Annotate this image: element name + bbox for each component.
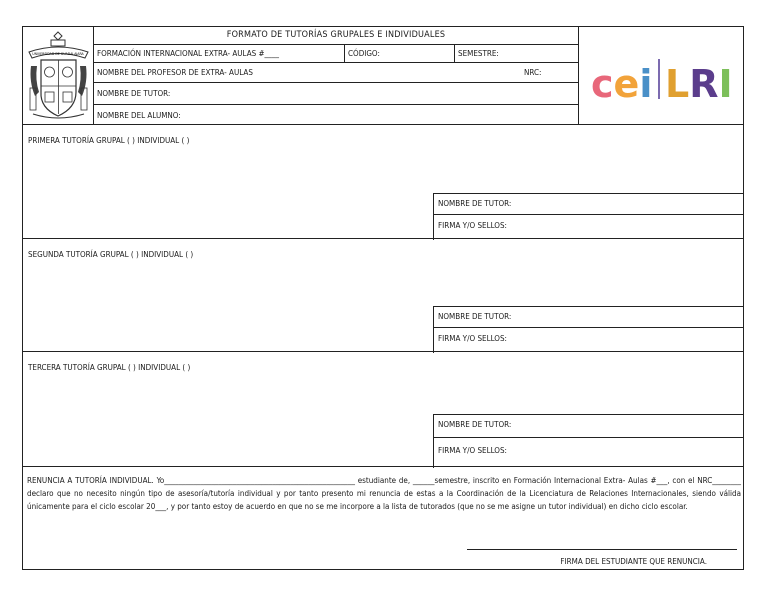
session-3: [23, 352, 743, 467]
divider: [433, 214, 743, 215]
session-1-sign-box: [433, 193, 743, 239]
divider: [433, 437, 743, 438]
cei-lri-logo-cell: [578, 27, 743, 125]
session-2-title: SEGUNDA TUTORÍA GRUPAL ( ) INDIVIDUAL ( ): [28, 250, 194, 259]
session-3-tutor-label: NOMBRE DE TUTOR:: [438, 420, 512, 429]
divider: [433, 194, 434, 240]
divider: [454, 45, 455, 63]
session-3-sign-label: FIRMA Y/O SELLOS:: [438, 446, 507, 455]
program-row: [94, 45, 578, 63]
student-label: NOMBRE DEL ALUMNO:: [97, 111, 181, 120]
session-1: [23, 125, 743, 239]
tutoring-form: [22, 26, 744, 570]
session-2-tutor-label: NOMBRE DE TUTOR:: [438, 312, 512, 321]
form-header: [23, 27, 743, 125]
university-seal-icon: [27, 30, 90, 122]
tutor-row: [94, 83, 578, 105]
university-seal-cell: [23, 27, 94, 125]
nrc-label: NRC:: [524, 68, 542, 77]
divider: [433, 327, 743, 328]
signature-line: [467, 549, 737, 550]
semester-label: SEMESTRE:: [458, 49, 499, 58]
signature-caption: FIRMA DEL ESTUDIANTE QUE RENUNCIA.: [560, 557, 707, 566]
teacher-label: NOMBRE DEL PROFESOR DE EXTRA- AULAS: [97, 68, 253, 77]
waiver-text: RENUNCIA A TUTORÍA INDIVIDUAL. Yo_____________________________________________________ estudiante de, ______semestre, inscrito en Formación Internacional Extra- Aulas #___, con el NRC________ declaro que no necesito ningún tipo de asesoría/tutoría individual y por tanto presento mi renuncia de estas a la Coordinación de la Licenciatura de Relaciones Internacionales, siendo válida únicamente para el ciclo escolar 20___, y por tanto estoy de acuerdo en que no se me incorpore a la lista de tutorados (que no se me asigne un tutor individual) en dicho ciclo escolar.: [27, 476, 741, 511]
divider: [433, 307, 434, 353]
form-title: FORMATO DE TUTORÍAS GRUPALES E INDIVIDUALES: [226, 30, 446, 40]
session-2-sign-label: FIRMA Y/O SELLOS:: [438, 334, 507, 343]
session-3-title: TERCERA TUTORÍA GRUPAL ( ) INDIVIDUAL ( ): [28, 363, 191, 372]
program-label: FORMACIÓN INTERNACIONAL EXTRA- AULAS #____: [97, 49, 279, 58]
teacher-row: [94, 63, 578, 83]
tutor-label: NOMBRE DE TUTOR:: [97, 89, 171, 98]
session-1-tutor-label: NOMBRE DE TUTOR:: [438, 199, 512, 208]
header-title-row: [94, 27, 578, 45]
session-2: [23, 239, 743, 352]
session-3-sign-box: [433, 414, 743, 467]
cei-lri-logo: [579, 27, 744, 125]
logo-lri-text: LRI: [665, 62, 733, 106]
divider: [433, 415, 434, 468]
waiver-section: [23, 467, 743, 571]
logo-cei-text: cei: [591, 62, 653, 106]
session-1-sign-label: FIRMA Y/O SELLOS:: [438, 221, 507, 230]
session-1-title: PRIMERA TUTORÍA GRUPAL ( ) INDIVIDUAL ( ): [28, 136, 190, 145]
student-row: [94, 105, 578, 125]
session-2-sign-box: [433, 306, 743, 352]
divider: [344, 45, 345, 63]
seal-banner-text: UNIVERSIDAD DE GUADALAJARA: [32, 52, 84, 56]
code-label: CÓDIGO:: [348, 49, 380, 58]
